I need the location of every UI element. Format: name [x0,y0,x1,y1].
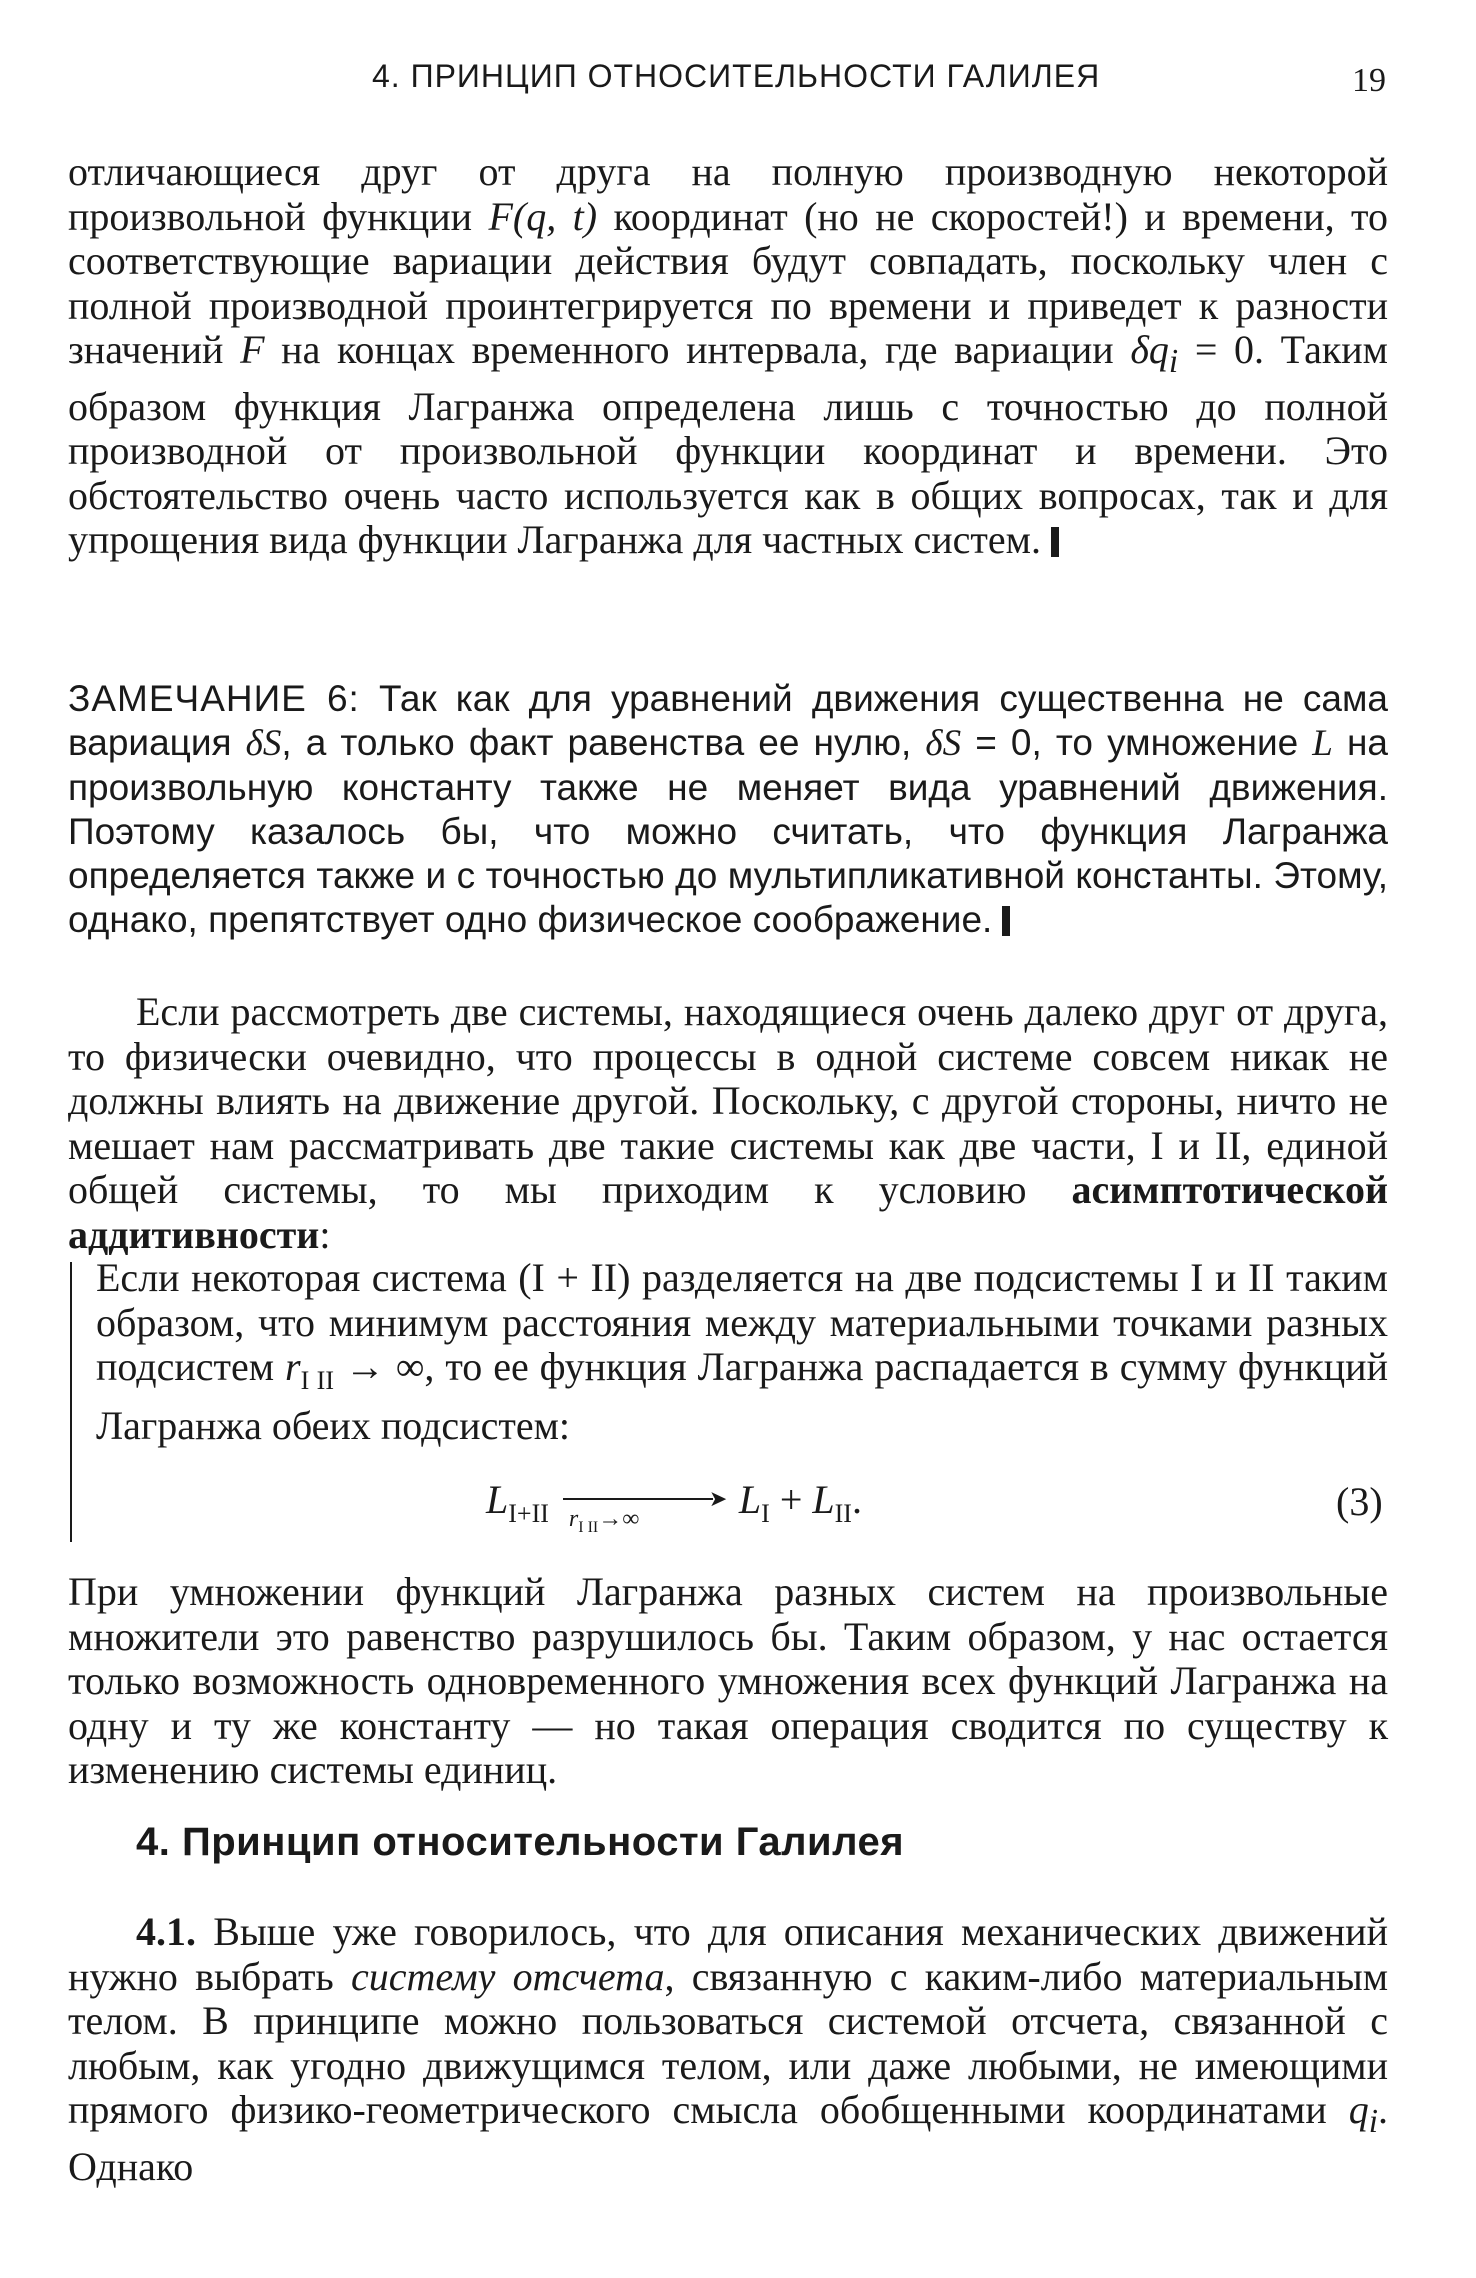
text-span: = 0, то умножение [961,722,1313,763]
subsection-number: 4.1. [136,1909,196,1954]
text-span: на концах временного интервала, где вариации [264,327,1131,372]
formula-F: F [240,327,265,372]
formula-subscript: I II [578,1518,599,1536]
formula-L: L [486,1477,509,1522]
equation-3 [486,1476,862,1536]
term-reference-system: систему отсчета [350,1953,665,1999]
formula-L: L [1312,723,1333,764]
text-span: Так как для уравнений движения существенна не сама вариация [68,678,1388,763]
formula-F-qt: F(q, t) [488,193,598,239]
formula-delta-q: δq [1130,327,1169,372]
text-span: Если рассмотреть две системы, находящиеся очень далеко друг от друга, то физически очевидно, что процессы в одной системе совсем никак не должны влиять на движение другой. Поскольку, с другой стороны, ничто не мешает нам рассматривать две такие системы как две части, I и II, единой общей системы, то мы приходим к условию [68,989,1388,1212]
formula-subscript: i [1368,2103,1378,2140]
end-of-remark-marker [1002,906,1010,936]
formula-period: . [851,1477,862,1522]
formula-subscript: I+II [508,1499,549,1528]
statement-margin-bar [70,1262,72,1542]
text-span: на произвольную константу также не меняет вида уравнений движения. Поэтому казалось бы, что можно считать, что функция Лагранжа определяется также и с точностью до мультипликативной константы. Этому, однако, препятствует одно физическое соображение. [68,722,1388,940]
limit-condition [569,1506,639,1537]
limit-arrow [559,1484,729,1536]
section-title: 4. Принцип относительности Галилея [136,1820,905,1864]
formula-r: r [568,1505,579,1532]
text-span: Выше уже говорилось, что для описания механических движений нужно выбрать [68,1909,1388,1999]
end-of-remark-marker [1051,527,1059,557]
text-span: , связанную с каким-либо материальным телом. В принципе можно пользоваться системой отсчета, связанной с любым, как угодно движущимся телом, или даже любыми, не имеющими прямого физико-геометрического смысла обобщенными координатами [68,1953,1389,2132]
formula-arrow-infinity: →∞ [598,1505,640,1532]
arrow-line [563,1498,713,1500]
text-span: координат (но не скоростей!) и времени, то соответствующие вариации действия будут совпадать, поскольку член с полной производной проинтегрируется по времени и приведет к разности значений [68,193,1388,372]
formula-plus: + [769,1477,813,1522]
remark-6 [68,640,1388,979]
text-span: При умножении функций Лагранжа разных систем на произвольные множители это равенство разрушилось бы. Таким образом, у нас остается только возможность одновременного умножения всех функций Лагранжа на одну и ту же константу — но такая операция сводится по существу к изменению системы единиц. [68,1569,1388,1792]
arrow-head-icon: ➤ [708,1485,728,1511]
text-span: Если некоторая система (I + II) разделяется на две подсистемы I и II таким образом, что минимум расстояния между материальными точками разных подсистем [96,1255,1388,1389]
formula-subscript: II [834,1499,852,1528]
text-span: → ∞, то ее функция Лагранжа распадается в сумму функций Лагранжа обеих подсистем: [96,1344,1388,1448]
text-span: отличающиеся друг от друга на полную производную некоторой произвольной функции [68,149,1388,239]
formula-subscript: I [761,1499,770,1528]
formula-L: L [812,1477,835,1522]
statement-additivity [96,1256,1388,1448]
formula-delta-S: δS [245,723,282,764]
text-span: , а только факт равенства ее нулю, [281,722,926,763]
text-span: : [319,1211,331,1257]
paragraph-two-systems [68,990,1388,1257]
equation-number: (3) [1336,1479,1383,1524]
running-title: 4. ПРИНЦИП ОТНОСИТЕЛЬНОСТИ ГАЛИЛЕЯ [372,58,1101,94]
formula-q: q [1348,2087,1369,2132]
text-span: = 0. Таким образом функция Лагранжа определена лишь с точностью до полной производной от произвольной функции координат и времени. Это обстоятельство очень часто используется как в общих вопросах, так и для упрощения вида функции Лагранжа для частных систем. [68,327,1388,562]
text-span: . Однако [68,2087,1388,2189]
paragraph-lagrangian-derivative [68,150,1388,563]
formula-L: L [738,1477,762,1522]
paragraph-multipliers [68,1570,1388,1793]
formula-subscript: I II [300,1366,335,1395]
formula-r: r [285,1344,301,1389]
formula-subscript: i [1168,343,1179,380]
term-asymptotic-additivity: асимптотической аддитивности [68,1167,1388,1257]
formula-delta-S: δS [925,723,962,764]
paragraph-4-1 [68,1910,1388,2189]
page-number: 19 [1352,62,1386,99]
remark-title: ЗАМЕЧАНИЕ 6: [68,678,360,719]
